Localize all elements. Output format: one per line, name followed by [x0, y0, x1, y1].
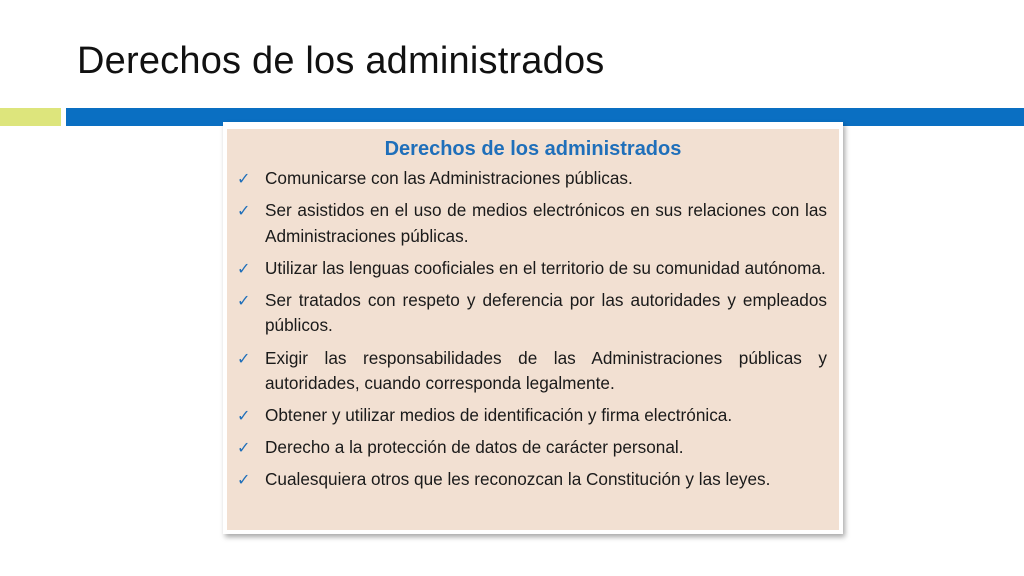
slide-title: Derechos de los administrados: [77, 40, 605, 82]
checkmark-icon: ✓: [237, 348, 251, 368]
list-item-text: Cualesquiera otros que les reconozcan la Constitución y las leyes.: [265, 469, 771, 490]
list-item-text: Comunicarse con las Administraciones públicas.: [265, 168, 633, 188]
list-item-text: Derecho a la protección de datos de carácter personal.: [265, 437, 684, 458]
rights-card-body: [227, 129, 839, 530]
list-item: [235, 403, 827, 429]
list-item: [235, 198, 827, 249]
list-item: [235, 166, 827, 192]
checkmark-icon: ✓: [237, 406, 251, 426]
checkmark-icon: ✓: [237, 201, 251, 221]
card-title: Derechos de los administrados: [384, 138, 682, 160]
checkmark-icon: ✓: [237, 258, 251, 278]
list-item: [235, 435, 827, 461]
rights-card: [223, 122, 843, 534]
accent-bar-green: [0, 108, 61, 126]
list-item: [235, 256, 827, 282]
list-item-text: Ser asistidos en el uso de medios electrónicos en sus relaciones con las Administraciones públicas.: [265, 200, 827, 246]
list-item: [235, 467, 827, 493]
list-item: [235, 288, 827, 339]
list-item-text: Exigir las responsabilidades de las Administraciones públicas y autoridades, cuando corresponda legalmente.: [265, 347, 827, 394]
checkmark-icon: ✓: [237, 470, 251, 490]
list-item-text: Obtener y utilizar medios de identificación y firma electrónica.: [265, 405, 733, 426]
list-item: [235, 346, 827, 397]
rights-list: [227, 166, 839, 493]
list-item-text: Ser tratados con respeto y deferencia por las autoridades y empleados públicos.: [265, 289, 827, 336]
checkmark-icon: ✓: [237, 290, 251, 310]
checkmark-icon: ✓: [237, 169, 251, 188]
checkmark-icon: ✓: [237, 438, 251, 458]
list-item-text: Utilizar las lenguas cooficiales en el territorio de su comunidad autónoma.: [265, 257, 826, 278]
